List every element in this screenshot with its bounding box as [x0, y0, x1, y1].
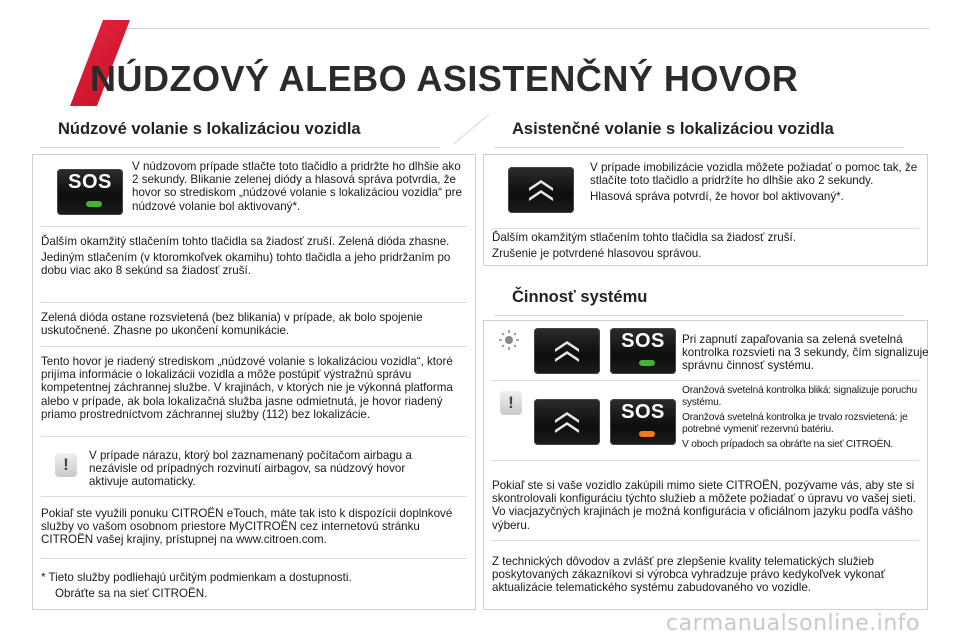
assistance-button[interactable]: [508, 167, 574, 213]
etouch-text: Pokiaľ ste využili ponuku CITROËN eTouch, máte tak isto k dispozícii doplnkové služby vo vašom osobnom priestore MyCITROËN cez internetovú stránku CITROËN vašej krajiny, prístupnej na www.citroen.com.: [41, 507, 453, 547]
led-info-text: Zelená dióda ostane rozsvietená (bez blikania) v prípade, ak bolo spojenie uskutočnené. Zhasne po ukončení komunikácie.: [41, 311, 423, 338]
airbag-text: V prípade nárazu, ktorý bol zaznamenaný počítačom airbagu a nezávisle od prípadných rozvinutí airbagov, sa núdzový hovor aktivuje automaticky.: [89, 449, 412, 489]
orange-status-row: [492, 381, 919, 461]
divider: [40, 147, 440, 148]
orange-status-text: [682, 385, 932, 454]
cancel-row: [41, 227, 467, 303]
divider: [100, 28, 930, 29]
green-status-row: [492, 321, 929, 381]
sos-label: SOS: [621, 330, 665, 352]
assistance-cancel-text: Ďalším okamžitým stlačením tohto tlačidla sa žiadosť zruší.: [492, 231, 796, 244]
citroen-chevrons-icon: [527, 175, 555, 205]
footnote-row: [41, 559, 467, 609]
cancel-text: Jediným stlačením (v ktoromkoľvek okamihu) tohto tlačidla a jeho pridržaním po dobu viac ako 8 sekúnd sa žiadosť zruší.: [41, 251, 451, 278]
config-text: Pokiaľ ste si vaše vozidlo zakúpili mimo siete CITROËN, pozývame vás, aby ste si skontrolovali konfiguráciu týchto služieb a môžete požiadať o úpravu vo vašej sieti. Vo viacjazyčných krajinách je možná konfigurácia v oficiálnom jazyku podľa vášho výberu.: [492, 479, 916, 532]
led-row: [41, 303, 467, 347]
green-status-text: Pri zapnutí zapaľovania sa zelená svetelná kontrolka rozsvieti na 3 sekundy, čím signalizuje správnu činnosť systému.: [682, 333, 929, 373]
orange-status-line: Oranžová svetelná kontrolka bliká: signalizuje poruchu systému.: [682, 385, 917, 408]
section-heading-system: [494, 280, 924, 316]
config-row: [492, 461, 919, 541]
emergency-panel: [32, 154, 476, 610]
page-title: NÚDZOVÝ ALEBO ASISTENČNÝ HOVOR: [90, 58, 799, 99]
section-title: Asistenčné volanie s lokalizáciou vozidla: [512, 120, 834, 138]
green-led-icon: [86, 201, 102, 207]
divider: [494, 315, 904, 316]
etouch-row: [41, 497, 467, 559]
citroen-chevrons-icon: [553, 336, 581, 366]
intro-row: [41, 155, 467, 227]
assistance-intro-text: Hlasová správa potvrdí, že hovor bol aktivovaný*.: [590, 190, 844, 204]
exclamation-icon: !: [55, 453, 77, 477]
airbag-row: [41, 437, 467, 497]
section-title: Činnosť systému: [512, 288, 648, 306]
footnote-text: * Tieto služby podliehajú určitým podmienkam a dostupnosti.: [41, 571, 352, 584]
sos-button[interactable]: [57, 169, 123, 215]
intro-text: V núdzovom prípade stlačte toto tlačidlo a pridržte ho dlhšie ako 2 sekundy. Blikanie zelenej diódy a hlasová správa potvrdia, že hovor so strediskom „núdzové volanie s lokalizáciou vozidla“ pre núdzové volanie bol aktivovaný*.: [132, 160, 462, 213]
section-title: Núdzové volanie s lokalizáciou vozidla: [58, 120, 361, 138]
divider: [454, 114, 490, 144]
section-heading-assistance: [494, 112, 924, 148]
assistance-cancel-row: [492, 229, 919, 267]
orange-status-line: Oranžová svetelná kontrolka je trvalo rozsvietená: je potrebné vymeniť rezervnú batériu.: [682, 412, 908, 435]
system-panel: [483, 320, 928, 610]
assistance-panel: [483, 154, 928, 266]
routing-row: [41, 347, 467, 437]
sos-button-image: [610, 399, 676, 445]
assistance-intro: [590, 161, 920, 207]
warning-light-icon: [498, 329, 520, 351]
watermark: carmanualsonline.info: [666, 611, 920, 636]
technical-row: [492, 541, 919, 607]
sos-button-image: [610, 328, 676, 374]
routing-text: Tento hovor je riadený strediskom „núdzové volanie s lokalizáciou vozidla“, ktoré prijíma informácie o lokalizácii vozidla a môže postúpiť výstražnú správu kompetentnej záchrannej službe. V krajinách, v ktorých nie je výkonná platforma alebo v prípade, ak bola lokalizačná služba jasne odmietnutá, je hovor riadený priamo prostredníctvom záchrannej služby (112) bez lokalizácie.: [41, 355, 453, 421]
citroen-chevrons-icon: [553, 407, 581, 437]
divider: [494, 147, 904, 148]
section-heading-emergency: [40, 112, 470, 148]
assistance-cancel-text: Zrušenie je potvrdené hlasovou správou.: [492, 247, 702, 261]
assistance-intro-text: V prípade imobilizácie vozidla môžete požiadať o pomoc tak, že stlačíte toto tlačidlo a pridržíte ho dlhšie ako 2 sekundy.: [590, 161, 918, 188]
orange-status-line: V oboch prípadoch sa obráťte na sieť CITROËN.: [682, 439, 893, 450]
sos-label: SOS: [621, 401, 665, 423]
orange-led-icon: [639, 431, 655, 437]
assistance-button-image: [534, 328, 600, 374]
green-led-icon: [639, 360, 655, 366]
technical-text: Z technických dôvodov a zvlášť pre zlepšenie kvality telematických služieb poskytovaných zákazníkovi si výrobca vyhradzuje právo kedykoľvek vykonať aktualizácie telematického systému zabudovaného vo vozidle.: [492, 555, 886, 595]
exclamation-icon: !: [500, 391, 522, 415]
footnote-text: Obráťte sa na sieť CITROËN.: [55, 587, 208, 601]
assistance-intro-row: [492, 155, 919, 229]
cancel-text: Ďalším okamžitý stlačením tohto tlačidla sa žiadosť zruší. Zelená dióda zhasne.: [41, 235, 450, 248]
assistance-button-image: [534, 399, 600, 445]
sos-label: SOS: [68, 171, 112, 193]
